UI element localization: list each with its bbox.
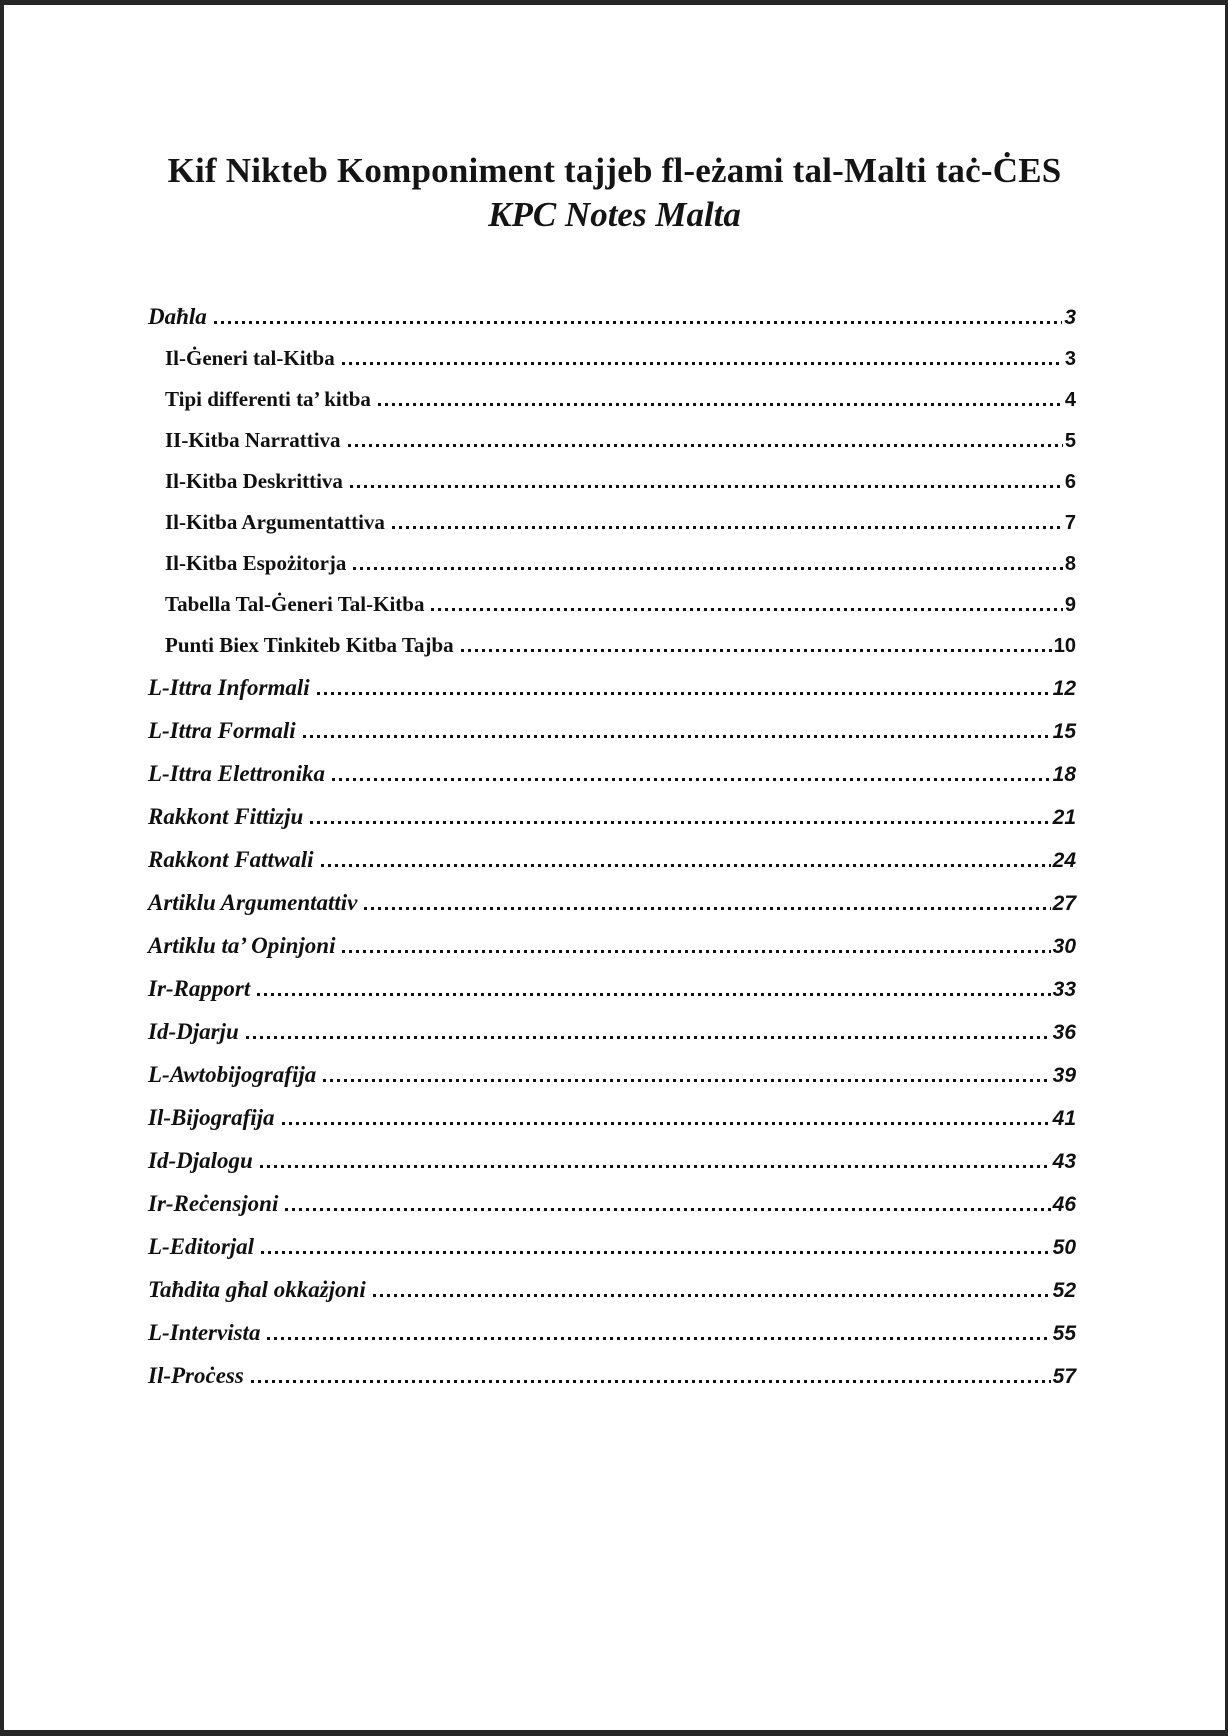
toc-entry[interactable] — [148, 420, 1076, 461]
toc-entry-label: Taħdita għal okkażjoni — [148, 1277, 366, 1302]
dot-leader — [257, 993, 1050, 996]
toc-entry-page-number: 3 — [1064, 348, 1076, 370]
toc-entry[interactable] — [148, 1311, 1076, 1354]
dot-leader — [364, 907, 1050, 910]
dot-leader — [431, 608, 1062, 611]
toc-entry[interactable] — [148, 752, 1076, 795]
toc-entry-label: Artiklu ta’ Opinjoni — [148, 933, 336, 958]
toc-entry-label: II-Kitba Narrattiva — [165, 428, 341, 452]
toc-entry-label: L-Ittra Informali — [148, 675, 310, 700]
dot-leader — [378, 403, 1063, 406]
toc-entry[interactable] — [148, 666, 1076, 709]
toc-entry-page-number: 36 — [1052, 1021, 1076, 1044]
toc-entry-page-number: 15 — [1052, 720, 1076, 743]
toc-entry[interactable] — [148, 502, 1076, 543]
toc-entry-page-number: 4 — [1064, 389, 1076, 411]
toc-entry-page-number: 33 — [1052, 978, 1076, 1001]
toc-entry[interactable] — [148, 967, 1076, 1010]
dot-leader — [261, 1251, 1051, 1254]
dot-leader — [342, 362, 1063, 365]
toc-entry-label: Punti Biex Tinkiteb Kitba Tajba — [165, 633, 454, 657]
toc-entry-label: Daħla — [148, 304, 207, 329]
toc-entry[interactable] — [148, 1053, 1076, 1096]
dot-leader — [214, 321, 1063, 324]
toc-entry[interactable] — [148, 584, 1076, 625]
toc-entry[interactable] — [148, 295, 1076, 338]
toc-entry-page-number: 50 — [1052, 1236, 1076, 1259]
table-of-contents — [148, 295, 1076, 1397]
toc-entry[interactable] — [148, 625, 1076, 666]
toc-entry[interactable] — [148, 1182, 1076, 1225]
dot-leader — [342, 950, 1050, 953]
toc-entry-label: L-Ittra Elettronika — [148, 761, 325, 786]
dot-leader — [267, 1337, 1050, 1340]
dot-leader — [332, 778, 1051, 781]
dot-leader — [461, 649, 1052, 652]
toc-entry-page-number: 24 — [1052, 849, 1076, 872]
toc-entry-page-number: 10 — [1053, 635, 1076, 657]
toc-entry-page-number: 43 — [1052, 1150, 1076, 1173]
toc-entry[interactable] — [148, 1354, 1076, 1397]
toc-entry-label: L-Intervista — [148, 1320, 261, 1345]
dot-leader — [348, 444, 1063, 447]
toc-entry[interactable] — [148, 338, 1076, 379]
dot-leader — [260, 1165, 1051, 1168]
toc-entry[interactable] — [148, 1139, 1076, 1182]
toc-entry[interactable] — [148, 1268, 1076, 1311]
dot-leader — [282, 1122, 1051, 1125]
dot-leader — [303, 735, 1051, 738]
toc-entry[interactable] — [148, 924, 1076, 967]
toc-entry-label: L-Awtobijografija — [148, 1062, 317, 1087]
toc-entry-page-number: 55 — [1052, 1322, 1076, 1345]
toc-entry-label: Il-Ġeneri tal-Kitba — [165, 346, 335, 370]
dot-leader — [350, 485, 1063, 488]
toc-entry[interactable] — [148, 709, 1076, 752]
document-title: Kif Nikteb Komponiment tajjeb fl-eżami tal-Malti taċ-ĊES — [167, 151, 1062, 190]
toc-entry-page-number: 7 — [1064, 512, 1076, 534]
toc-entry-page-number: 30 — [1052, 935, 1076, 958]
dot-leader — [317, 692, 1051, 695]
dot-leader — [321, 864, 1051, 867]
dot-leader — [353, 567, 1062, 570]
toc-entry-label: Il-Kitba Argumentattiva — [165, 510, 385, 534]
toc-entry-label: L-Editorjal — [148, 1234, 255, 1259]
dot-leader — [392, 526, 1063, 529]
toc-entry-label: Il-Kitba Espożitorja — [165, 551, 347, 575]
title-block — [4, 5, 1225, 237]
toc-entry-page-number: 52 — [1052, 1279, 1076, 1302]
document-page — [4, 5, 1225, 1730]
dot-leader — [310, 821, 1050, 824]
toc-entry[interactable] — [148, 838, 1076, 881]
toc-entry[interactable] — [148, 1096, 1076, 1139]
dot-leader — [323, 1079, 1050, 1082]
dot-leader — [373, 1294, 1051, 1297]
toc-entry-label: Rakkont Fattwali — [148, 847, 314, 872]
toc-entry-page-number: 5 — [1064, 430, 1076, 452]
document-subtitle: KPC Notes Malta — [488, 195, 741, 234]
toc-entry-page-number: 46 — [1052, 1193, 1076, 1216]
toc-entry[interactable] — [148, 881, 1076, 924]
toc-entry-page-number: 6 — [1064, 471, 1076, 493]
toc-entry[interactable] — [148, 1225, 1076, 1268]
toc-entry-page-number: 21 — [1052, 806, 1076, 829]
toc-entry-label: Tipi differenti ta’ kitba — [165, 387, 371, 411]
toc-entry-label: Tabella Tal-Ġeneri Tal-Kitba — [165, 592, 425, 616]
toc-entry-page-number: 39 — [1052, 1064, 1076, 1087]
toc-entry[interactable] — [148, 543, 1076, 584]
toc-entry-label: Rakkont Fittizju — [148, 804, 304, 829]
toc-entry-page-number: 57 — [1052, 1365, 1076, 1388]
toc-entry-page-number: 27 — [1052, 892, 1076, 915]
toc-entry-label: L-Ittra Formali — [148, 718, 296, 743]
toc-entry-label: Il-Kitba Deskrittiva — [165, 469, 343, 493]
toc-entry-page-number: 12 — [1052, 677, 1076, 700]
toc-entry-label: Id-Djarju — [148, 1019, 239, 1044]
toc-entry-label: Il-Bijografija — [148, 1105, 275, 1130]
toc-entry-label: Ir-Rapport — [148, 976, 251, 1001]
dot-leader — [285, 1208, 1050, 1211]
toc-entry-label: Id-Djalogu — [148, 1148, 253, 1173]
toc-entry-page-number: 8 — [1064, 553, 1076, 575]
toc-entry[interactable] — [148, 379, 1076, 420]
toc-entry-page-number: 18 — [1052, 763, 1076, 786]
toc-entry[interactable] — [148, 1010, 1076, 1053]
dot-leader — [246, 1036, 1051, 1039]
toc-entry-page-number: 41 — [1052, 1107, 1076, 1130]
toc-entry-label: Il-Proċess — [148, 1363, 244, 1388]
toc-entry-page-number: 3 — [1064, 306, 1076, 329]
dot-leader — [251, 1380, 1051, 1383]
toc-entry[interactable] — [148, 461, 1076, 502]
toc-entry-label: Ir-Reċensjoni — [148, 1191, 279, 1216]
toc-entry-page-number: 9 — [1064, 594, 1076, 616]
toc-entry[interactable] — [148, 795, 1076, 838]
toc-entry-label: Artiklu Argumentattiv — [148, 890, 358, 915]
